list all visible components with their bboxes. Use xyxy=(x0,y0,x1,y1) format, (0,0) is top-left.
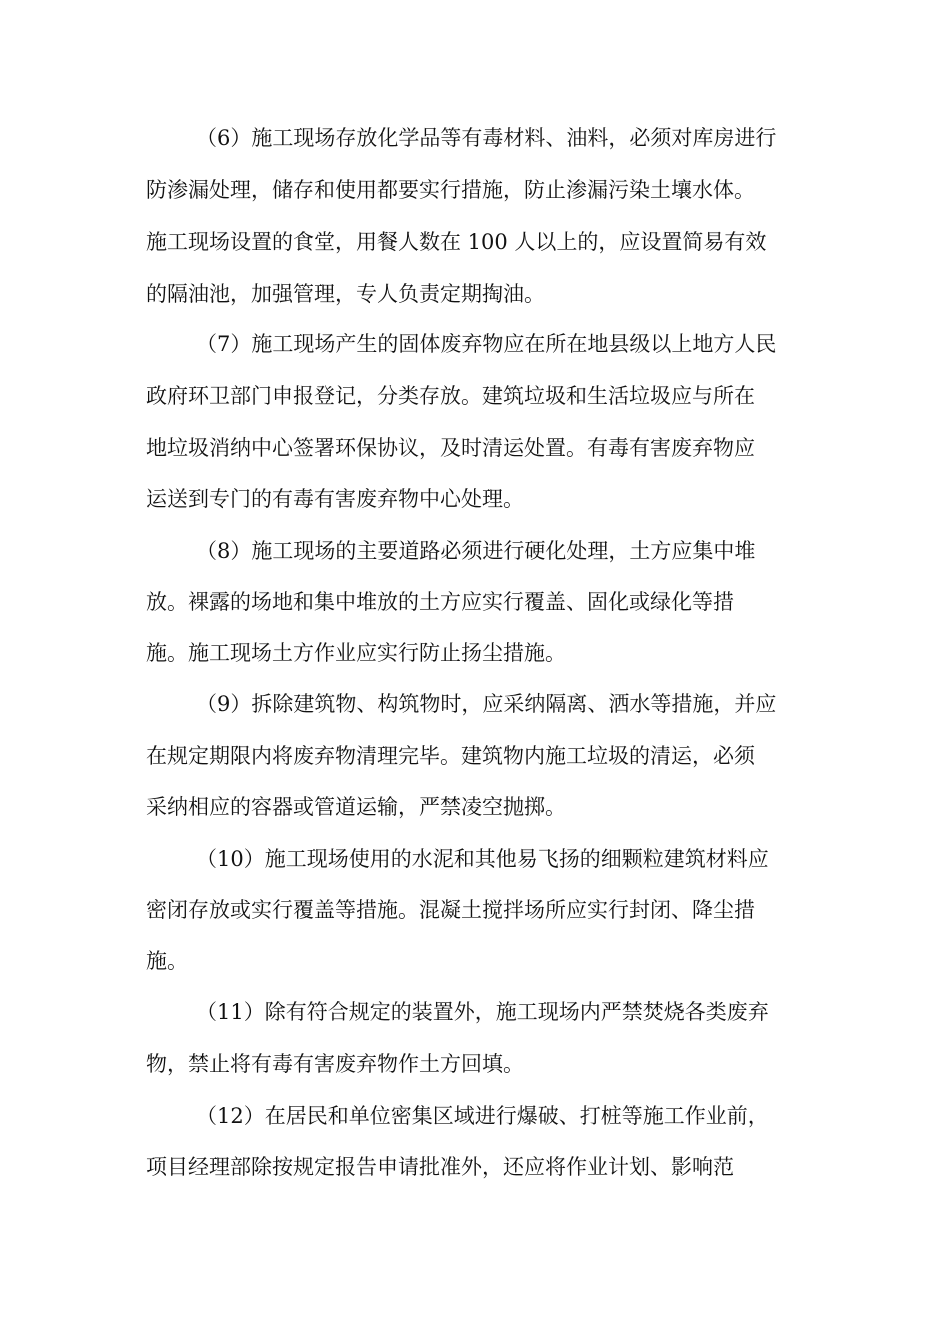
text-line: 物，禁止将有毒有害废弃物作土方回填。 xyxy=(146,1052,524,1076)
text-line: （11）除有符合规定的装置外，施工现场内严禁焚烧各类废弃 xyxy=(196,1000,769,1024)
text-line: 采纳相应的容器或管道运输，严禁凌空抛掷。 xyxy=(146,795,566,819)
text-line: 地垃圾消纳中心签署环保协议，及时清运处置。有毒有害废弃物应 xyxy=(146,436,755,460)
text-line: （9）拆除建筑物、构筑物时，应采纳隔离、洒水等措施，并应 xyxy=(196,692,777,716)
text-line: 项目经理部除按规定报告申请批准外，还应将作业计划、影响范 xyxy=(146,1155,734,1179)
text-line: 在规定期限内将废弃物清理完毕。建筑物内施工垃圾的清运，必须 xyxy=(146,744,755,768)
text-line: 密闭存放或实行覆盖等措施。混凝土搅拌场所应实行封闭、降尘措 xyxy=(146,898,755,922)
text-line: （7）施工现场产生的固体废弃物应在所在地县级以上地方人民 xyxy=(196,332,777,356)
text-line: 放。裸露的场地和集中堆放的土方应实行覆盖、固化或绿化等措 xyxy=(146,590,734,614)
text-line: 的隔油池，加强管理，专人负责定期掏油。 xyxy=(146,282,545,306)
text-line: （8）施工现场的主要道路必须进行硬化处理，土方应集中堆 xyxy=(196,539,756,563)
text-line: 施。 xyxy=(146,949,188,973)
text-line: （12）在居民和单位密集区域进行爆破、打桩等施工作业前， xyxy=(196,1104,769,1128)
text-line: 运送到专门的有毒有害废弃物中心处理。 xyxy=(146,487,524,511)
text-line: 防渗漏处理，储存和使用都要实行措施，防止渗漏污染土壤水体。 xyxy=(146,178,755,202)
text-line: 施。施工现场土方作业应实行防止扬尘措施。 xyxy=(146,641,566,665)
text-line: （10）施工现场使用的水泥和其他易飞扬的细颗粒建筑材料应 xyxy=(196,847,769,871)
text-line: 施工现场设置的食堂，用餐人数在 100 人以上的，应设置简易有效 xyxy=(146,230,767,254)
text-line: 政府环卫部门申报登记，分类存放。建筑垃圾和生活垃圾应与所在 xyxy=(146,384,755,408)
text-line: （6）施工现场存放化学品等有毒材料、油料，必须对库房进行 xyxy=(196,126,777,150)
